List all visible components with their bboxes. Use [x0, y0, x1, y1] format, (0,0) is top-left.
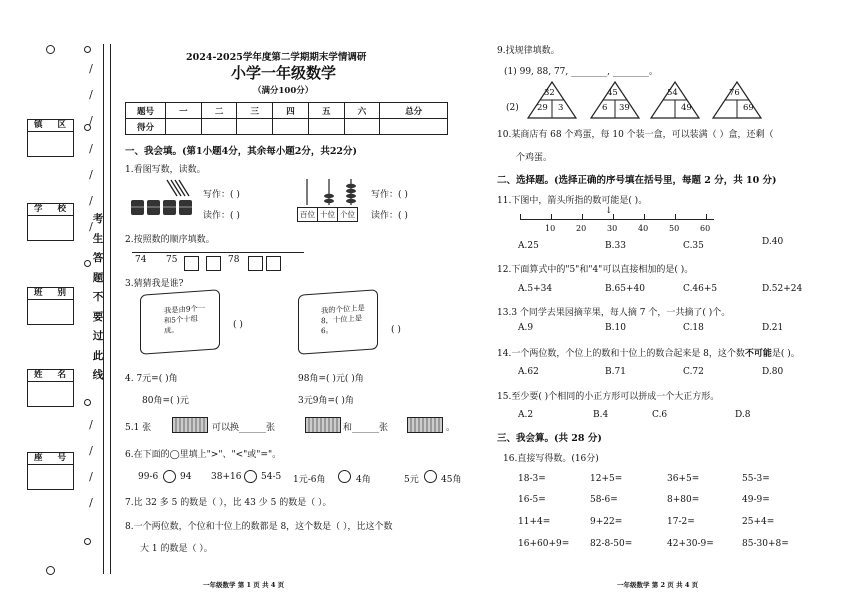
tick-label: 20 — [576, 224, 587, 233]
calc-item[interactable]: 42+30-9= — [667, 539, 714, 549]
section-3-heading: 三、我会算。(共 28 分) — [497, 433, 602, 444]
answer-box[interactable] — [248, 256, 263, 271]
number-triangle: 45 6 39 — [590, 81, 640, 121]
tick — [520, 214, 521, 219]
calc-item[interactable]: 12+5= — [590, 474, 623, 484]
footer-page-2: 一年级数学 第 2 页 共 4 页 — [617, 581, 699, 589]
q4-d[interactable]: 3元9角=( )角 — [298, 396, 354, 406]
q6-expr: 4角 — [356, 475, 371, 485]
full-score: （满分100分） — [253, 86, 314, 96]
class-field[interactable]: 班 别 — [27, 287, 74, 325]
section-1-heading: 一、我会填。(第1小题4分，其余每小题2分，共22分) — [125, 146, 358, 157]
banknote-icon — [407, 417, 443, 433]
q12-option-b[interactable]: B.65+40 — [605, 284, 645, 294]
q10-line-1[interactable]: 10.某商店有 68 个鸡蛋，每 10 个装一盒，可以装满（ ）盒，还剩（ — [497, 130, 774, 140]
q1-write-2[interactable]: 写作：( ) — [371, 190, 408, 200]
calc-item[interactable]: 55-3= — [742, 474, 770, 484]
binding-notice: 考 生 答 题 不 要 过 此 线 — [92, 213, 104, 381]
calc-item[interactable]: 85-30+8= — [742, 539, 789, 549]
calc-item[interactable]: 11+4= — [518, 517, 551, 527]
tick — [582, 214, 583, 219]
q13-option-a[interactable]: A.9 — [518, 323, 534, 333]
q4-b[interactable]: 98角=( )元( )角 — [298, 374, 364, 384]
tick-label: 10 — [545, 224, 556, 233]
calc-item[interactable]: 9+22= — [590, 517, 623, 527]
calc-item[interactable]: 36+5= — [667, 474, 700, 484]
tick-label: 40 — [638, 224, 649, 233]
q11-option-c[interactable]: C.35 — [683, 241, 704, 251]
calc-item[interactable]: 16+60+9= — [518, 539, 570, 549]
q4-a[interactable]: 4. 7元=( )角 — [125, 374, 178, 384]
q14-prompt: 14.一个两位数，个位上的数和十位上的数合起来是 8，这个数不可能是( )。 — [497, 349, 800, 359]
footer-page-1: 一年级数学 第 1 页 共 4 页 — [203, 581, 285, 589]
compare-circle[interactable] — [244, 470, 257, 483]
binding-slashes: / / / / — [89, 142, 93, 233]
tick-label: 30 — [607, 224, 618, 233]
calc-item[interactable]: 17-2= — [667, 517, 695, 527]
q5-part-b[interactable]: 可以换______张 — [212, 423, 276, 433]
q9-prompt: 9.找规律填数。 — [497, 46, 560, 56]
q6-expr: 94 — [180, 472, 192, 482]
abacus-place-labels: 百位 十位 个位 — [297, 207, 358, 222]
q11-option-d[interactable]: D.40 — [762, 237, 784, 247]
binding-slashes: / / / — [89, 62, 93, 127]
calc-item[interactable]: 18-3= — [518, 474, 546, 484]
binding-hole — [84, 260, 91, 267]
tick — [644, 214, 645, 219]
q14-option-c[interactable]: C.72 — [683, 367, 704, 377]
binding-hole — [84, 46, 91, 53]
q1-read-1[interactable]: 读作：( ) — [203, 211, 240, 221]
q13-option-b[interactable]: B.10 — [605, 323, 626, 333]
q13-option-d[interactable]: D.21 — [762, 323, 784, 333]
school-field[interactable]: 学 校 — [27, 203, 74, 241]
answer-box[interactable] — [266, 256, 281, 271]
binding-hole — [46, 45, 55, 54]
arrow-down-icon: ↓ — [605, 206, 613, 216]
q11-prompt: 11.下图中，箭头所指的数可能是( )。 — [497, 196, 648, 206]
q6-expr: 54-5 — [261, 472, 282, 482]
answer-box[interactable] — [184, 256, 199, 271]
binding-slashes: / / / / — [89, 418, 93, 509]
compare-circle[interactable] — [163, 470, 176, 483]
calc-item[interactable]: 58-6= — [590, 495, 618, 505]
q3-prompt: 3.猜猜我是谁? — [125, 279, 184, 289]
calc-item[interactable]: 25+4= — [742, 517, 775, 527]
banknote-icon — [305, 417, 341, 433]
name-field[interactable]: 姓 名 — [27, 369, 74, 407]
calc-item[interactable]: 8+80= — [667, 495, 700, 505]
q12-option-a[interactable]: A.5+34 — [518, 284, 553, 294]
q15-option-b[interactable]: B.4 — [593, 410, 609, 420]
town-field[interactable]: 镇 区 — [27, 119, 74, 157]
score-table: 题号 一 二 三 四 五 六 总分 得分 — [125, 102, 448, 135]
q10-line-2: 个鸡蛋。 — [516, 153, 553, 163]
q6-expr: 99-6 — [138, 472, 159, 482]
q15-option-c[interactable]: C.6 — [652, 410, 668, 420]
q9-2-label: (2) — [506, 103, 519, 113]
section-2-heading: 二、选择题。(选择正确的序号填在括号里，每题 2 分，共 10 分) — [497, 175, 777, 186]
compare-circle[interactable] — [424, 470, 437, 483]
q8-line-2[interactable]: 大 1 的数是（ ）。 — [140, 544, 213, 554]
cartoon-card-2: 我的个位上是8，十位上是6。 — [298, 289, 378, 355]
q16-prompt: 16.直接写得数。(16分) — [503, 454, 599, 464]
number-line — [132, 252, 304, 253]
q1-prompt: 1.看图写数，读数。 — [125, 165, 206, 175]
q11-number-line — [520, 219, 714, 220]
q4-c[interactable]: 80角=( )元 — [142, 396, 189, 406]
calc-item[interactable]: 16-5= — [518, 495, 546, 505]
tick — [675, 214, 676, 219]
q15-option-a[interactable]: A.2 — [518, 410, 534, 420]
q12-option-d[interactable]: D.52+24 — [762, 284, 803, 294]
q15-prompt: 15.至少要( )个相同的小正方形可以拼成一个大正方形。 — [497, 392, 720, 402]
q11-option-a[interactable]: A.25 — [518, 241, 539, 251]
banknote-icon — [172, 417, 208, 433]
q6-prompt: 6.在下面的◯里填上">"、"<"或"="。 — [125, 450, 282, 460]
q2-prompt: 2.按照数的顺序填数。 — [125, 235, 215, 245]
q14-option-a[interactable]: A.62 — [518, 367, 539, 377]
q7[interactable]: 7.比 32 多 5 的数是（ ），比 43 少 5 的数是（ ）。 — [125, 498, 332, 508]
nl-label: 75 — [166, 255, 178, 265]
binding-hole — [84, 399, 91, 406]
q3-answer-1[interactable]: ( ) — [233, 320, 243, 330]
q5-part-c[interactable]: 和______张 — [343, 423, 389, 433]
q8-line-1[interactable]: 8.一个两位数，个位和十位上的数都是 8，这个数是（ ），比这个数 — [125, 522, 393, 532]
q6-expr: 1元-6角 — [293, 475, 326, 485]
q3-answer-2[interactable]: ( ) — [391, 325, 401, 335]
binding-hole — [46, 566, 55, 575]
q14-option-b[interactable]: B.71 — [605, 367, 626, 377]
tick — [551, 214, 552, 219]
compare-circle[interactable] — [338, 470, 351, 483]
q1-read-2[interactable]: 读作：( ) — [371, 211, 408, 221]
q13-option-c[interactable]: C.18 — [683, 323, 704, 333]
answer-box[interactable] — [206, 256, 221, 271]
q15-option-d[interactable]: D.8 — [735, 410, 751, 420]
q1-write-1[interactable]: 写作：( ) — [203, 190, 240, 200]
q11-option-b[interactable]: B.33 — [605, 241, 626, 251]
calc-item[interactable]: 49-9= — [742, 495, 770, 505]
tick-label: 50 — [669, 224, 680, 233]
q6-expr: 5元 — [404, 475, 419, 485]
nl-label: 74 — [135, 255, 147, 265]
exam-subtitle: 小学一年级数学 — [231, 64, 337, 82]
seat-field[interactable]: 座 号 — [27, 452, 74, 490]
q6-expr: 38+16 — [211, 472, 242, 482]
q14-option-d[interactable]: D.80 — [762, 367, 784, 377]
q13-prompt: 13.3 个同学去果园摘苹果，每人摘 7 个，一共摘了( )个。 — [497, 308, 731, 318]
q5-part-a: 5.1 张 — [125, 423, 152, 433]
calc-item[interactable]: 82-8-50= — [590, 539, 633, 549]
tick-label: 60 — [700, 224, 711, 233]
q9-1[interactable]: (1) 99, 88, 77, ________, ________。 — [504, 67, 658, 77]
nl-label: 78 — [228, 255, 240, 265]
cartoon-card-1: 我是由9个一和5个十组成。 — [140, 289, 220, 355]
tick — [613, 214, 614, 219]
q12-prompt: 12.下面算式中的"5"和"4"可以直接相加的是( )。 — [497, 265, 694, 275]
q6-expr: 45角 — [441, 475, 462, 485]
q5-part-d: 。 — [446, 423, 456, 433]
q12-option-c[interactable]: C.46+5 — [683, 284, 718, 294]
binding-hole — [84, 538, 91, 545]
counting-sticks-image — [127, 176, 197, 218]
number-triangle: 54 49 — [650, 81, 700, 121]
number-triangle: 76 69 — [712, 81, 762, 121]
number-triangle: 32 29 3 — [527, 81, 577, 121]
tick — [706, 214, 707, 219]
exam-title: 2024-2025学年度第二学期期末学情调研 — [186, 52, 367, 63]
abacus-image — [297, 177, 361, 207]
